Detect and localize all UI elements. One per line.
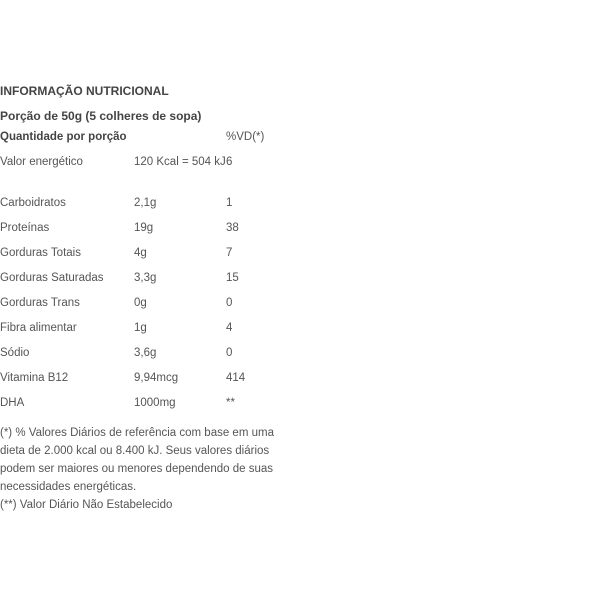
table-row: [0, 295, 300, 320]
nutrient-amount: 3,6g: [134, 347, 157, 359]
table-row: [0, 345, 300, 370]
nutrient-amount: 1000mg: [134, 397, 176, 409]
nutrient-vd: 414: [226, 372, 246, 384]
nutrition-title: INFORMAÇÃO NUTRICIONAL: [0, 84, 169, 98]
portion-size: Porção de 50g (5 colheres de sopa): [0, 109, 202, 123]
table-row: [0, 270, 300, 295]
nutrient-amount: 0g: [134, 297, 147, 309]
table-row: [0, 320, 300, 345]
table-row: [0, 370, 300, 395]
nutrient-vd: 0: [226, 297, 233, 309]
nutrient-name: Fibra alimentar: [0, 322, 77, 334]
table-row: [0, 195, 300, 220]
nutrient-name: Valor energético: [0, 156, 83, 168]
nutrient-name: DHA: [0, 397, 25, 409]
nutrient-amount: 9,94mcg: [134, 372, 179, 384]
nutrient-vd: 0: [226, 347, 233, 359]
footnotes: [0, 424, 290, 514]
nutrient-amount: 1g: [134, 322, 147, 334]
table-row: [0, 245, 300, 270]
nutrient-amount: 2,1g: [134, 197, 157, 209]
nutrition-table: [0, 129, 300, 420]
table-row: [0, 395, 300, 420]
header-quantity: Quantidade por porção: [0, 131, 127, 143]
nutrition-info-section: [0, 83, 320, 514]
nutrient-name: Gorduras Saturadas: [0, 272, 104, 284]
nutrient-vd: **: [226, 397, 235, 409]
table-row: [0, 220, 300, 245]
nutrient-name: Sódio: [0, 347, 30, 359]
header-vd: %VD(*): [226, 131, 265, 143]
not-established-note: (**) Valor Diário Não Estabelecido: [0, 499, 173, 511]
nutrient-name: Vitamina B12: [0, 372, 69, 384]
nutrient-vd: 4: [226, 322, 233, 334]
vd-reference-note: (*) % Valores Diários de referência com base em uma dieta de 2.000 kcal ou 8.400 kJ. Seus valores diários podem ser maiores ou menores dependendo de suas necessidades energéticas.: [0, 427, 274, 493]
nutrient-vd: 6: [226, 156, 233, 168]
nutrient-amount: 3,3g: [134, 272, 157, 284]
nutrient-name: Gorduras Totais: [0, 247, 81, 259]
nutrient-vd: 15: [226, 272, 239, 284]
table-header-row: [0, 129, 300, 154]
nutrient-name: Gorduras Trans: [0, 297, 80, 309]
nutrient-name: Proteínas: [0, 222, 50, 234]
nutrient-amount: 120 Kcal = 504 kJ: [134, 156, 226, 168]
nutrient-amount: 19g: [134, 222, 154, 234]
nutrient-name: Carboidratos: [0, 197, 66, 209]
nutrient-vd: 1: [226, 197, 233, 209]
nutrient-vd: 38: [226, 222, 239, 234]
nutrient-vd: 7: [226, 247, 233, 259]
table-row: [0, 154, 300, 195]
nutrient-amount: 4g: [134, 247, 147, 259]
